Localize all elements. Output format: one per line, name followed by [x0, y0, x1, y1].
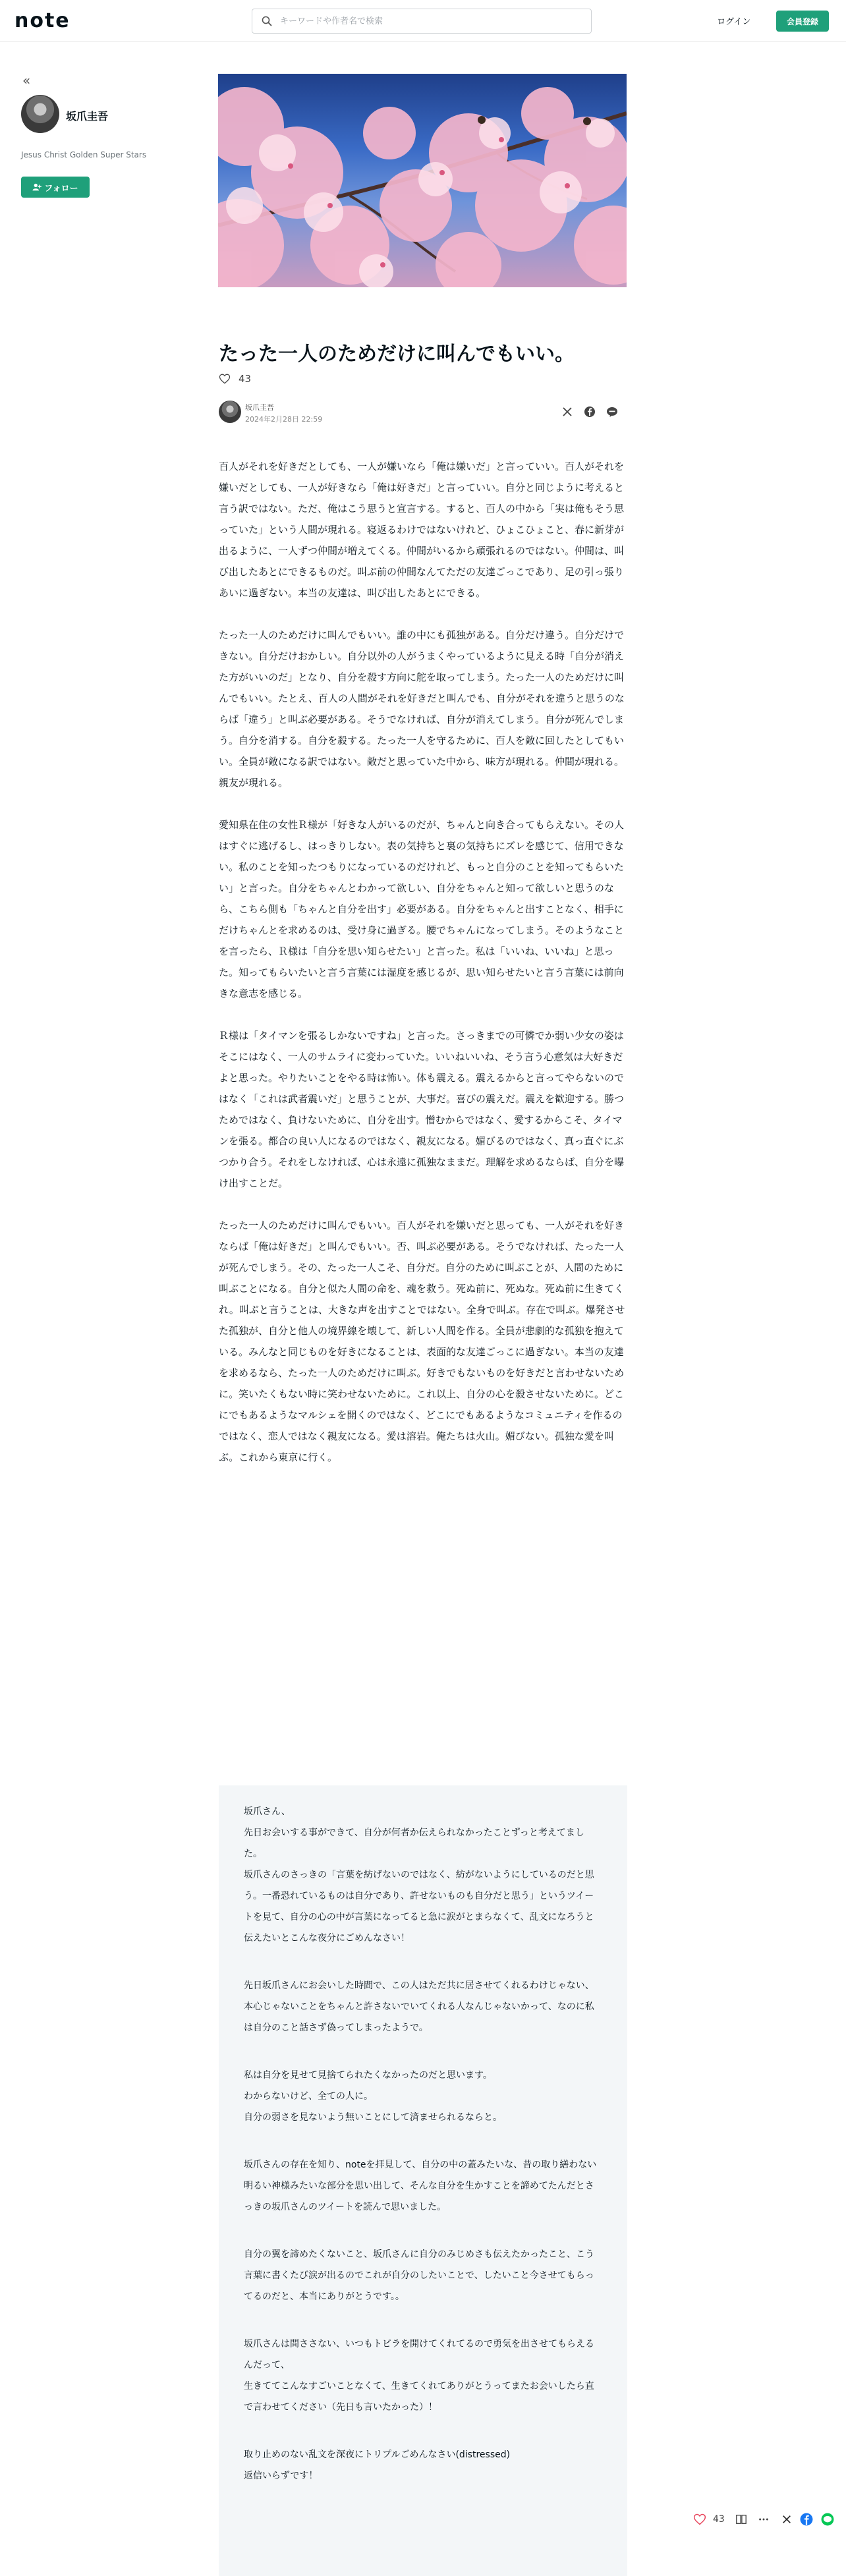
like-count: 43 — [239, 373, 252, 385]
author-bio: Jesus Christ Golden Super Stars — [21, 150, 147, 159]
paragraph: Ｒ様は「タイマンを張るしかないですね」と言った。さっきまでの可憐でか弱い少女の姿はそこにはなく、一人のサムライに変わっていた。いいねいいね、そう言う心意気は大好きだよと思った。やりたいことをやる時は怖い。体も震える。震えるからと言ってやらないのではなく「これは武者震いだ」と思うことが、大事だ。喜びの震えだ。震えを歓迎する。勝つためではなく、負けないために、自分を出す。憎むからではなく、愛するからこそ、タイマンを張る。都合の良い人になるのではなく、親友になる。媚びるのではなく、真っ直ぐにぶつかり合う。それをしなければ、心は永遠に孤独なままだ。理解を求めるならば、自分を曝け出すことだ。 — [219, 1030, 625, 1189]
more-icon[interactable] — [758, 2513, 770, 2525]
follow-button[interactable] — [21, 177, 90, 198]
sidebar-author-name[interactable]: 坂爪圭吾 — [66, 110, 109, 123]
quote-paragraph: 取り止めのない乱文を深夜にトリプルごめんなさい(distressed) 返信いらずです！ — [244, 2450, 511, 2481]
quote-paragraph: 坂爪さんの存在を知り、noteを拝見して、自分の中の蓋みたいな、昔の取り繕わない明るい神様みたいな部分を思い出して、そんな自分を生かすことを諦めてたんだとさっきの坂爪さんのツイートを読んで思いました。 — [244, 2160, 597, 2212]
quote-paragraph: 私は自分を見せて見捨てられたくなかったのだと思います。 わからないけど、全ての人に。 自分の弱さを見ないよう無いことにして済ませられるならと。 — [244, 2070, 502, 2123]
author-name[interactable]: 坂爪圭吾 — [245, 403, 274, 412]
quote-paragraph: 自分の翼を諦めたくないこと、坂爪さんに自分のみじめさも伝えたかったこと、こう言葉に書くたび涙が出るのでこれが自分のしたいことで、したいこと今させてもらってるのだと、本当にありがとうです。。 — [244, 2249, 594, 2302]
search-box[interactable] — [252, 9, 592, 34]
facebook-icon[interactable] — [800, 2513, 813, 2526]
signup-button[interactable]: 会員登録 — [776, 11, 829, 32]
heart-icon[interactable] — [693, 2513, 706, 2526]
hero-image-cherry-blossoms — [218, 74, 627, 287]
x-icon[interactable] — [561, 406, 573, 418]
article-body — [219, 456, 627, 1489]
like-area[interactable] — [219, 373, 251, 385]
line-icon[interactable] — [821, 2513, 834, 2526]
quote-paragraph: 先日坂爪さんにお会いした時間で、この人はただ共に居させてくれるわけじゃない、本心じゃないことをちゃんと許さないでいてくれる人なんじゃないかって、なのに私は自分のこと話さず偽ってしまったようで。 — [244, 1980, 594, 2033]
article-title: たった一人のためだけに叫んでもいい。 — [219, 343, 575, 366]
follow-label: フォロー — [44, 183, 78, 194]
paragraph: たった一人のためだけに叫んでもいい。誰の中にも孤独がある。自分だけ違う。自分だけできない。自分だけおかしい。自分以外の人がうまくやっているように見える時「自分が消えた方がいいのだ」となり、自分を殺す方向に舵を取ってしまう。たった一人のためだけに叫んでもいい。たとえ、百人の人間がそれを好きだと叫んでも、自分がそれを違うと思うのならば「違う」と叫ぶ必要がある。そうでなければ、自分が消えてしまう。自分が死んでしまう。自分を消する。自分を殺する。たった一人を守るために、百人を敵に回したとしてもいい。全員が敵になる訳ではない。敵だと思っていた中から、味方が現れる。仲間が現れる。親友が現れる。 — [219, 629, 625, 789]
quote-block — [219, 1785, 627, 2576]
magazine-icon[interactable] — [735, 2513, 747, 2525]
login-link[interactable]: ログイン — [717, 17, 751, 27]
user-plus-icon — [32, 182, 42, 192]
cherry-blossom-illustration — [218, 74, 627, 287]
site-header — [0, 0, 846, 42]
double-chevron-left-icon[interactable]: « — [22, 72, 31, 88]
line-icon[interactable] — [606, 406, 618, 418]
search-input[interactable] — [279, 16, 571, 27]
search-icon — [262, 16, 272, 26]
paragraph: 愛知県在住の女性Ｒ様が「好きな人がいるのだが、ちゃんと向き合ってもらえない。その人はすぐに逃げるし、はっきりしない。表の気持ちと裏の気持ちにズレを感じて、信用できない。私のことを知ったつもりになっているのだけれど、もっと自分のことを知ってもらいたい」と言った。自分をちゃんとわかって欲しい、自分をちゃんと知って欲しいと思うのなら、こちら側も「ちゃんと自分を出す」必要がある。自分をちゃんと出すことなく、相手にだけちゃんとを求めるのは、受け身に過ぎる。腰でちゃんになってしまう。そのようなことを言ったら、Ｒ様は「自分を思い知らせたい」と言った。私は「いいね、いいね」と思った。知ってもらいたいと言う言葉には湿度を感じるが、思い知らせたいと言う言葉には前向きな意志を感じる。 — [219, 819, 625, 999]
facebook-icon[interactable] — [584, 406, 596, 418]
paragraph: たった一人のためだけに叫んでもいい。百人がそれを嫌いだと思っても、一人がそれを好きならば「俺は好きだ」と叫んでもいい。否、叫ぶ必要がある。そうでなければ、たった一人が死んでしまう。その、たった一人こそ、自分だ。自分のために叫ぶことが、人間のために叫ぶことになる。自分と似た人間の命を、魂を救う。死ぬ前に、死ぬな。死ぬ前に生きてくれ。叫ぶと言うことは、大きな声を出すことではない。全身で叫ぶ。存在で叫ぶ。爆発させた孤独が、自分と他人の境界線を壊して、新しい人間を作る。全員が悲劇的な孤独を抱えている。みんなと同じものを好きになることは、表面的な友達ごっこに過ぎない。本当の友達を求めるなら、たった一人のためだけに叫ぶ。好きでもないものを好きだと言わせないために。笑いたくもない時に笑わせないために。これ以上、自分の心を殺させないために。どこにでもあるようなマルシェを開くのではなく、どこにでもあるようなコミュニティを作るのではなく、恋人ではなく親友になる。愛は溶岩。俺たちは火山。媚びない。孤独な愛を叫ぶ。これから東京に行く。 — [219, 1219, 625, 1463]
paragraph: 百人がそれを好きだとしても、一人が嫌いなら「俺は嫌いだ」と言っていい。百人がそれを嫌いだとしても、一人が好きなら「俺は好きだ」と言っていい。自分と同じように考えると言う訳ではない。ただ、俺はこう思うと宣言する。すると、百人の中から「実は俺もそう思っていた」という人間が現れる。寝返るわけではないけれど、ひょこひょこと、春に新芽が出るように、一人ずつ仲間が増えてくる。仲間がいるから頑張れるのではない。仲間は、叫び出したあとにできるものだ。叫ぶ前の仲間なんてただの友達ごっこであり、足の引っ張りあいに過ぎない。本当の友達は、叫び出したあとにできる。 — [219, 461, 625, 599]
bottom-like-count: 43 — [713, 2514, 725, 2525]
author-avatar[interactable] — [21, 95, 59, 133]
heart-icon[interactable] — [219, 373, 231, 385]
quote-paragraph: 坂爪さん、 先日お会いする事ができて、自分が何者か伝えられなかったことずっと考えてました。 坂爪さんのさっきの「言葉を紡げないのではなく、紡がないようにしているのだと思う。一番恐れているものは自分であり、許せないものも自分だと思う」というツイートを見て、自分の心の中が言葉になってると急に涙がとまらなくて、乱文になろうと伝えたいとこんな夜分にごめんなさい！ — [244, 1806, 594, 1944]
x-icon[interactable] — [781, 2514, 792, 2525]
quote-paragraph: 坂爪さんは間ささない、いつもトビラを開けてくれてるので勇気を出させてもらえるんだって、 生きててこんなすごいことなくて、生きてくれてありがとうってまたお会いしたら直で言わせてください（先日も言いたかった）！ — [244, 2339, 594, 2413]
author-avatar-small[interactable] — [219, 401, 241, 423]
post-date: 2024年2月28日 22:59 — [245, 415, 323, 424]
note-logo[interactable]: note — [14, 9, 70, 32]
floating-action-bar — [693, 2507, 846, 2531]
